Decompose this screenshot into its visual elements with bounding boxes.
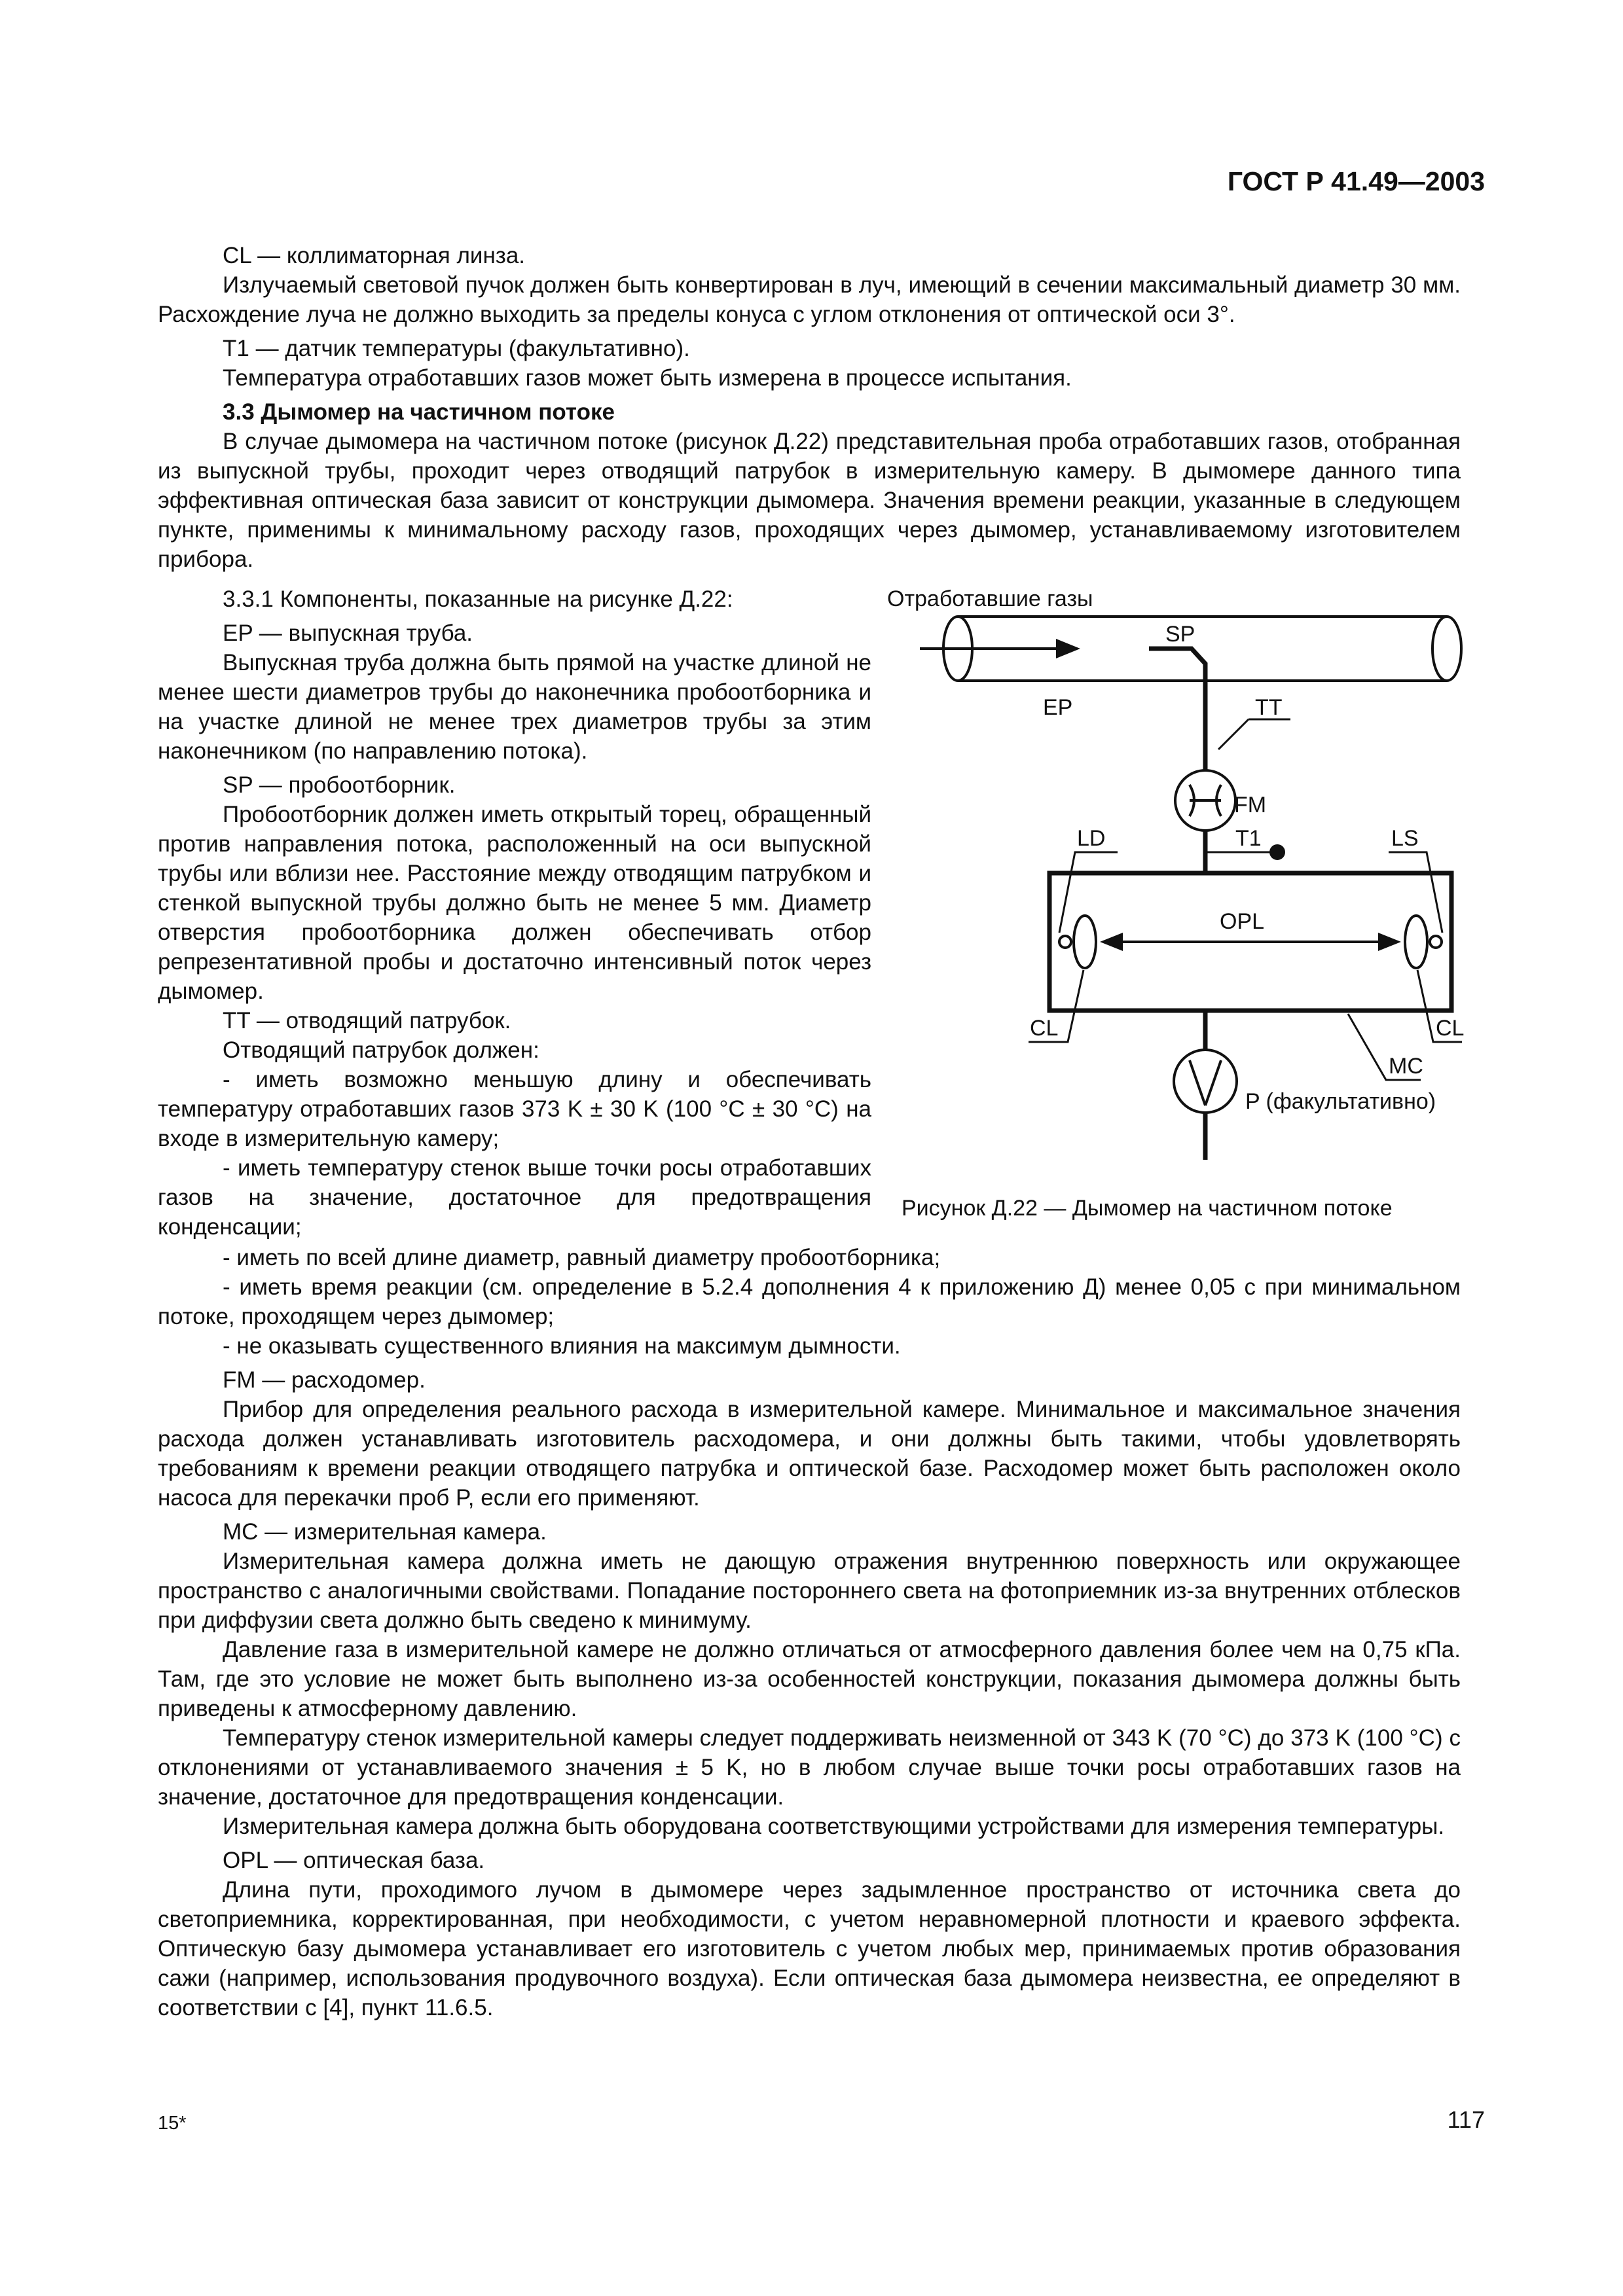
paragraph: OPL — оптическая база.: [223, 1848, 485, 1873]
text-block-left-column: [158, 584, 871, 1242]
exhaust-pipe-label: EP: [1043, 695, 1073, 720]
collimator-lens-left: [1074, 916, 1096, 968]
pump-label: P (факультативно): [1245, 1089, 1436, 1114]
measuring-chamber-label: MC: [1389, 1054, 1423, 1079]
paragraph: Температуру стенок измерительной камеры следует поддерживать неизменной от 343 K (70 °C) до 373 K (100 °C) с отклонениями от устанавливаемого значения ± 5 K, но в любом случае выше точки росы отработавших газов на значение, достаточное для предотвращения конденсации.: [158, 1725, 1461, 1810]
light-detector-label: LD: [1077, 826, 1106, 851]
list-item: - иметь температуру стенок выше точки росы отработавших газов на значение, достаточное для предотвращения конденсации;: [158, 1155, 871, 1240]
light-detector-icon: [1059, 936, 1071, 948]
collimator-lens-left-label: CL: [1030, 1016, 1059, 1041]
paragraph: В случае дымомера на частичном потоке (рисунок Д.22) представительная проба отработавших газов, отобранная из выпускной трубы, проходит через отводящий патрубок в измерительную камеру. В дымомере данного типа эффективная оптическая база зависит от конструкции дымомера. Значения времени реакции, указанные в следующем пункте, применимы к минимальному расходу газов, проходящих через дымомер, устанавливаемому изготовителем прибора.: [158, 429, 1461, 572]
footer-mark: 15*: [158, 2113, 187, 2134]
paragraph: Давление газа в измерительной камере не должно отличаться от атмосферного давления более чем на 0,75 кПа. Там, где это условие не может быть выполнено из-за особенностей конструкции, показания дымомера должны быть приведены к атмосферному давлению.: [158, 1637, 1461, 1721]
list-item: - иметь по всей длине диаметр, равный диаметру пробоотборника;: [223, 1245, 941, 1270]
paragraph: TT — отводящий патрубок.: [223, 1008, 511, 1033]
pump-icon: [1174, 1050, 1237, 1113]
list-item: - иметь возможно меньшую длину и обеспечивать температуру отработавших газов 373 K ± 30 K (100 °C ± 30 °C) на входе в измерительную камеру;: [158, 1067, 871, 1151]
collimator-lens-right-label: CL: [1436, 1016, 1465, 1041]
smoke-meter-diagram: [887, 584, 1476, 1225]
flow-meter: [1175, 770, 1235, 831]
document-code: ГОСТ Р 41.49—2003: [1227, 166, 1485, 196]
page-number: 117: [1447, 2106, 1485, 2133]
paragraph: CL — коллиматорная линза.: [223, 243, 526, 268]
paragraph: Пробоотборник должен иметь открытый торец, обращенный против направления потока, расположенный на оси выпускной трубы или вблизи нее. Расстояние между отводящим патрубком и стенкой выпускной трубы должно быть не менее 5 мм. Диаметр отверстия пробоотборника должен обеспечивать отбор репрезентативной пробы и достаточно интенсивный поток через дымомер.: [158, 802, 871, 1004]
paragraph: EP — выпускная труба.: [223, 620, 473, 646]
paragraph: T1 — датчик температуры (факультативно).: [223, 336, 690, 361]
paragraph: Излучаемый световой пучок должен быть конвертирован в луч, имеющий в сечении максимальный диаметр 30 мм. Расхождение луча не должно выходить за пределы конуса с углом отклонения от оптической оси 3°.: [158, 272, 1461, 327]
optical-path-label: OPL: [1220, 909, 1265, 934]
paragraph: Отводящий патрубок должен:: [223, 1037, 539, 1063]
paragraph: SP — пробоотборник.: [223, 772, 456, 798]
transfer-tube-label: TT: [1255, 695, 1283, 720]
paragraph: Прибор для определения реального расхода в измерительной камере. Минимальное и максимальное значения расхода должен устанавливать изготовитель расходомера, и они должны быть такими, чтобы удовлетворять требованиям к времени реакции отводящего патрубка и оптической базе. Расходомер может быть расположен около насоса для перекачки проб P, если его применяют.: [158, 1397, 1461, 1511]
paragraph: Выпускная труба должна быть прямой на участке длиной не менее шести диаметров трубы до наконечника пробоотборника и на участке длиной не менее трех диаметров трубы за этим наконечником (по направлению потока).: [158, 650, 871, 764]
light-source-icon: [1430, 936, 1442, 948]
flow-meter-label: FM: [1234, 793, 1267, 817]
transfer-tube-leader: [1218, 719, 1249, 749]
temperature-sensor-icon: [1269, 844, 1285, 860]
collimator-lens-right: [1405, 916, 1427, 968]
light-source-label: LS: [1391, 826, 1419, 851]
paragraph: Измерительная камера должна иметь не дающую отражения внутреннюю поверхность или окружающее пространство с аналогичными свойствами. Попадание постороннего света на фотоприемник из-за внутренних отблесков при диффузии света должно быть сведено к минимуму.: [158, 1549, 1461, 1633]
paragraph: Температура отработавших газов может быть измерена в процессе испытания.: [223, 365, 1072, 391]
temperature-sensor-label: T1: [1235, 826, 1262, 851]
optical-path-arrow: [1100, 933, 1401, 951]
probe-label: SP: [1165, 622, 1195, 647]
list-item: - иметь время реакции (см. определение в 5.2.4 дополнения 4 к приложению Д) менее 0,05 с при минимальном потоке, проходящем через дымомер;: [158, 1274, 1461, 1329]
section-heading: 3.3 Дымомер на частичном потоке: [223, 399, 615, 425]
paragraph: Измерительная камера должна быть оборудована соответствующими устройствами для измерения температуры.: [223, 1814, 1445, 1839]
paragraph: MC — измерительная камера.: [223, 1519, 547, 1545]
paragraph: Длина пути, проходимого лучом в дымомере через задымленное пространство от источника света до светоприемника, корректированная, при необходимости, с учетом неравномерной плотности и краевого эффекта. Оптическую базу дымомера устанавливает его изготовитель с учетом любых мер, принимаемых против образования сажи (например, использования продувочного воздуха). Если оптическая база дымомера неизвестна, ее определяют в соответствии с [4], пункт 11.6.5.: [158, 1877, 1461, 2020]
figure-caption: Рисунок Д.22 — Дымомер на частичном потоке: [902, 1196, 1393, 1221]
exhaust-gases-label: Отработавшие газы: [887, 586, 1093, 611]
list-item: - не оказывать существенного влияния на максимум дымности.: [223, 1333, 901, 1359]
probe: [1149, 649, 1205, 770]
text-block-top: [158, 241, 1461, 574]
paragraph: 3.3.1 Компоненты, показанные на рисунке Д.22:: [223, 586, 733, 612]
paragraph: FM — расходомер.: [223, 1367, 426, 1393]
text-block-bottom: [158, 1243, 1461, 2022]
